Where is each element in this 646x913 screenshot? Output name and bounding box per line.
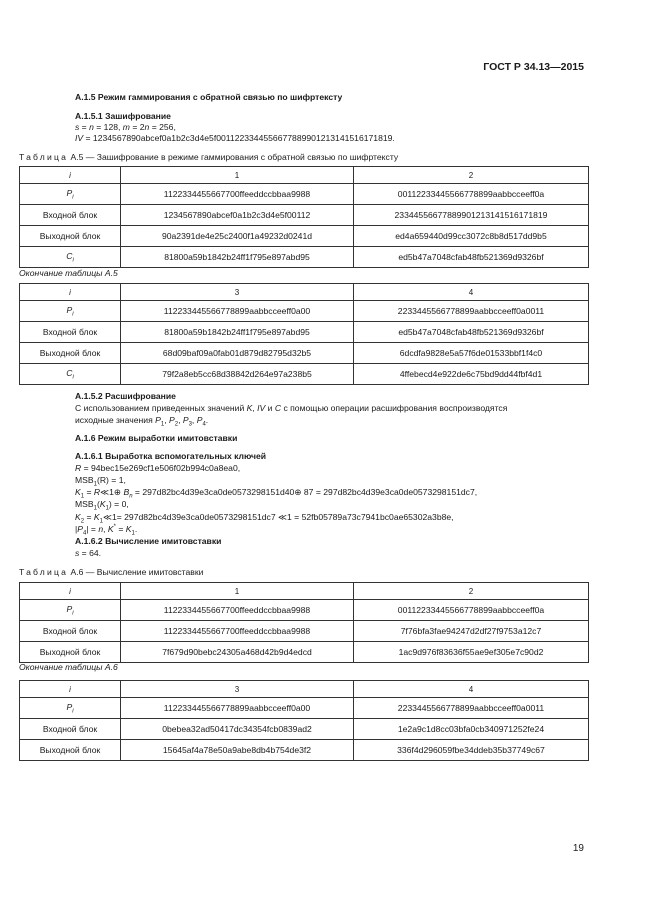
row-label (20, 301, 121, 322)
table-a5-end (19, 283, 589, 385)
msb-k1-line: $MSB_1(K_1) = 0$, (75, 499, 129, 512)
table-row (20, 322, 589, 343)
row-label (20, 205, 121, 226)
table-row (20, 301, 589, 322)
header-cell: i (20, 284, 121, 301)
row-label (20, 226, 121, 247)
decrypt-line1: С использованием приведенных значений K, IV и C с помощью операции расшифрования воспроизводятся (75, 403, 508, 413)
header-cell: 2 (354, 583, 589, 600)
s-line: s = 64. (75, 548, 102, 558)
row-label-text: C (66, 367, 73, 378)
hex-cell: 336f4d296059fbe34ddeb35b37749c67 (354, 740, 589, 761)
row-label-text: P (66, 603, 73, 614)
row-label-text: P (66, 701, 73, 712)
row-label-subscript: i (72, 374, 74, 381)
p4-line: $|P_4| = n$, $K^* = K_1$. (75, 524, 138, 537)
row-label (20, 642, 121, 663)
row-label (20, 698, 121, 719)
section-a151-title: А.1.5.1 Зашифрование (75, 111, 171, 121)
row-label (20, 184, 121, 205)
table-header-row (20, 681, 589, 698)
row-label (20, 740, 121, 761)
row-label (20, 621, 121, 642)
table-row (20, 247, 589, 268)
hex-cell: 00112233445566778899aabbcceeff0a (354, 184, 589, 205)
header-cell: 4 (354, 284, 589, 301)
row-label (20, 719, 121, 740)
hex-cell: 6dcdfa9828e5a57f6de01533bbf1f4c0 (354, 343, 589, 364)
hex-cell: 79f2a8eb5cc68d38842d264e97a238b5 (121, 364, 354, 385)
hex-cell: ed5b47a7048cfab48fb521369d9326bf (354, 322, 589, 343)
row-label-text: Выходной блок (39, 348, 101, 358)
table-row (20, 184, 589, 205)
row-label (20, 343, 121, 364)
hex-cell: 1122334455667700ffeeddccbbaa9988 (121, 621, 354, 642)
table-a6-end-caption: Окончание таблицы А.6 (19, 662, 118, 672)
row-label-subscript: i (72, 610, 74, 617)
header-cell: i (20, 583, 121, 600)
table-row (20, 621, 589, 642)
section-a152-title: А.1.5.2 Расшифрование (75, 391, 176, 401)
k1-line: $K_1$ = R≪1⊕ $B_n$ = 297d82bc4d39e3ca0de0573298151d40⊕ 87 = 297d82bc4d39e3ca0de0573298151dc7, (75, 487, 478, 500)
k2-line: $K_2$ = $K_1≪1= 297d82bc4d39e3ca0de0573298151dc7$ ≪1 = 52fb05789a73c7941bc0ae65302a3b8e, (75, 512, 454, 525)
hex-cell: 1122334455667700ffeeddccbbaa9988 (121, 184, 354, 205)
hex-cell: 0bebea32ad50417dc34354fcb0839ad2 (121, 719, 354, 740)
section-a16-title: А.1.6 Режим выработки имитовставки (75, 433, 238, 443)
hex-cell: 90a2391de4e25c2400f1a49232d0241d (121, 226, 354, 247)
table-a5-caption: Таблица А.5 — Зашифрование в режиме гаммирования с обратной связью по шифртексту (19, 152, 399, 162)
hex-cell: 68d09baf09a0fab01d879d82795d32b5 (121, 343, 354, 364)
msb-r-line: $MSB_1(R) = 1$, (75, 475, 126, 488)
table-row (20, 343, 589, 364)
row-label-text: Входной блок (42, 210, 98, 220)
header-cell: i (20, 681, 121, 698)
table-a5 (19, 166, 589, 268)
header-cell: 4 (354, 681, 589, 698)
table-a5-end-caption: Окончание таблицы А.5 (19, 268, 118, 278)
section-a15-title: А.1.5 Режим гаммирования с обратной связью по шифртексту (75, 92, 343, 102)
hex-cell: 00112233445566778899aabbcceeff0a (354, 600, 589, 621)
hex-cell: 1ac9d976f83636f55ae9ef305e7c90d2 (354, 642, 589, 663)
table-row (20, 642, 589, 663)
table-a6 (19, 582, 589, 663)
hex-cell: 2233445566778899aabbcceeff0a0011 (354, 698, 589, 719)
hex-cell: 81800a59b1842b24ff1f795e897abd95 (121, 322, 354, 343)
row-label-text: Входной блок (42, 626, 98, 636)
table-row (20, 205, 589, 226)
header-cell: i (20, 167, 121, 184)
table-row (20, 698, 589, 719)
table-row (20, 719, 589, 740)
table-row (20, 740, 589, 761)
table-row (20, 364, 589, 385)
row-label (20, 322, 121, 343)
hex-cell: 15645af4a78e50a9abe8db4b754de3f2 (121, 740, 354, 761)
table-header-row (20, 284, 589, 301)
table-header-row (20, 167, 589, 184)
table-a6-caption: Таблица А.6 — Вычисление имитовставки (19, 567, 204, 577)
hex-cell: 2233445566778899aabbcceeff0a0011 (354, 301, 589, 322)
header-cell: 1 (121, 583, 354, 600)
header-cell: 3 (121, 284, 354, 301)
row-label (20, 364, 121, 385)
table-row (20, 600, 589, 621)
hex-cell: 23344556677889901213141516171819 (354, 205, 589, 226)
row-label (20, 600, 121, 621)
table-header-row (20, 583, 589, 600)
row-label-text: Выходной блок (39, 231, 101, 241)
header-cell: 1 (121, 167, 354, 184)
hex-cell: 81800a59b1842b24ff1f795e897abd95 (121, 247, 354, 268)
row-label-subscript: i (72, 194, 74, 201)
hex-cell: 112233445566778899aabbcceeff0a00 (121, 698, 354, 719)
row-label-text: Выходной блок (39, 745, 101, 755)
row-label-text: Входной блок (42, 327, 98, 337)
row-label-subscript: i (72, 311, 74, 318)
row-label-subscript: i (72, 257, 74, 264)
r-line: R = 94bec15e269cf1e506f02b994c0a8ea0, (75, 463, 241, 473)
hex-cell: 1e2a9c1d8cc03bfa0cb340971252fe24 (354, 719, 589, 740)
hex-cell: 7f679d90bebc24305a468d42b9d4edcd (121, 642, 354, 663)
row-label-subscript: i (72, 708, 74, 715)
table-row (20, 226, 589, 247)
row-label-text: P (66, 187, 73, 198)
hex-cell: 1122334455667700ffeeddccbbaa9988 (121, 600, 354, 621)
header-cell: 3 (121, 681, 354, 698)
header-cell: 2 (354, 167, 589, 184)
hex-cell: ed5b47a7048cfab48fb521369d9326bf (354, 247, 589, 268)
row-label (20, 247, 121, 268)
hex-cell: 4ffebecd4e922de6c75bd9dd44fbf4d1 (354, 364, 589, 385)
hex-cell: 7f76bfa3fae94247d2df27f9753a12c7 (354, 621, 589, 642)
table-a6-end (19, 680, 589, 761)
decrypt-line2: исходные значения $P_1$, $P_2$, $P_3$, $P_4$. (75, 415, 209, 428)
row-label-text: P (66, 304, 73, 315)
row-label-text: Выходной блок (39, 647, 101, 657)
iv-line: IV = 1234567890abcef0a1b2c3d4e5f00112233445566778899012131415161718​19. (75, 133, 395, 143)
section-a161-title: А.1.6.1 Выработка вспомогательных ключей (75, 451, 267, 461)
section-a162-title: А.1.6.2 Вычисление имитовставки (75, 536, 222, 546)
row-label-text: Входной блок (42, 724, 98, 734)
document-header: ГОСТ Р 34.13—2015 (483, 61, 584, 73)
row-label-text: C (66, 250, 73, 261)
hex-cell: 112233445566778899aabbcceeff0a00 (121, 301, 354, 322)
params-line: s = n = 128, m = 2n = 256, (75, 122, 176, 132)
page-number: 19 (572, 843, 584, 854)
hex-cell: 1234567890abcef0a1b2c3d4e5f00112 (121, 205, 354, 226)
hex-cell: ed4a659440d99cc3072c8b8d517dd9b5 (354, 226, 589, 247)
